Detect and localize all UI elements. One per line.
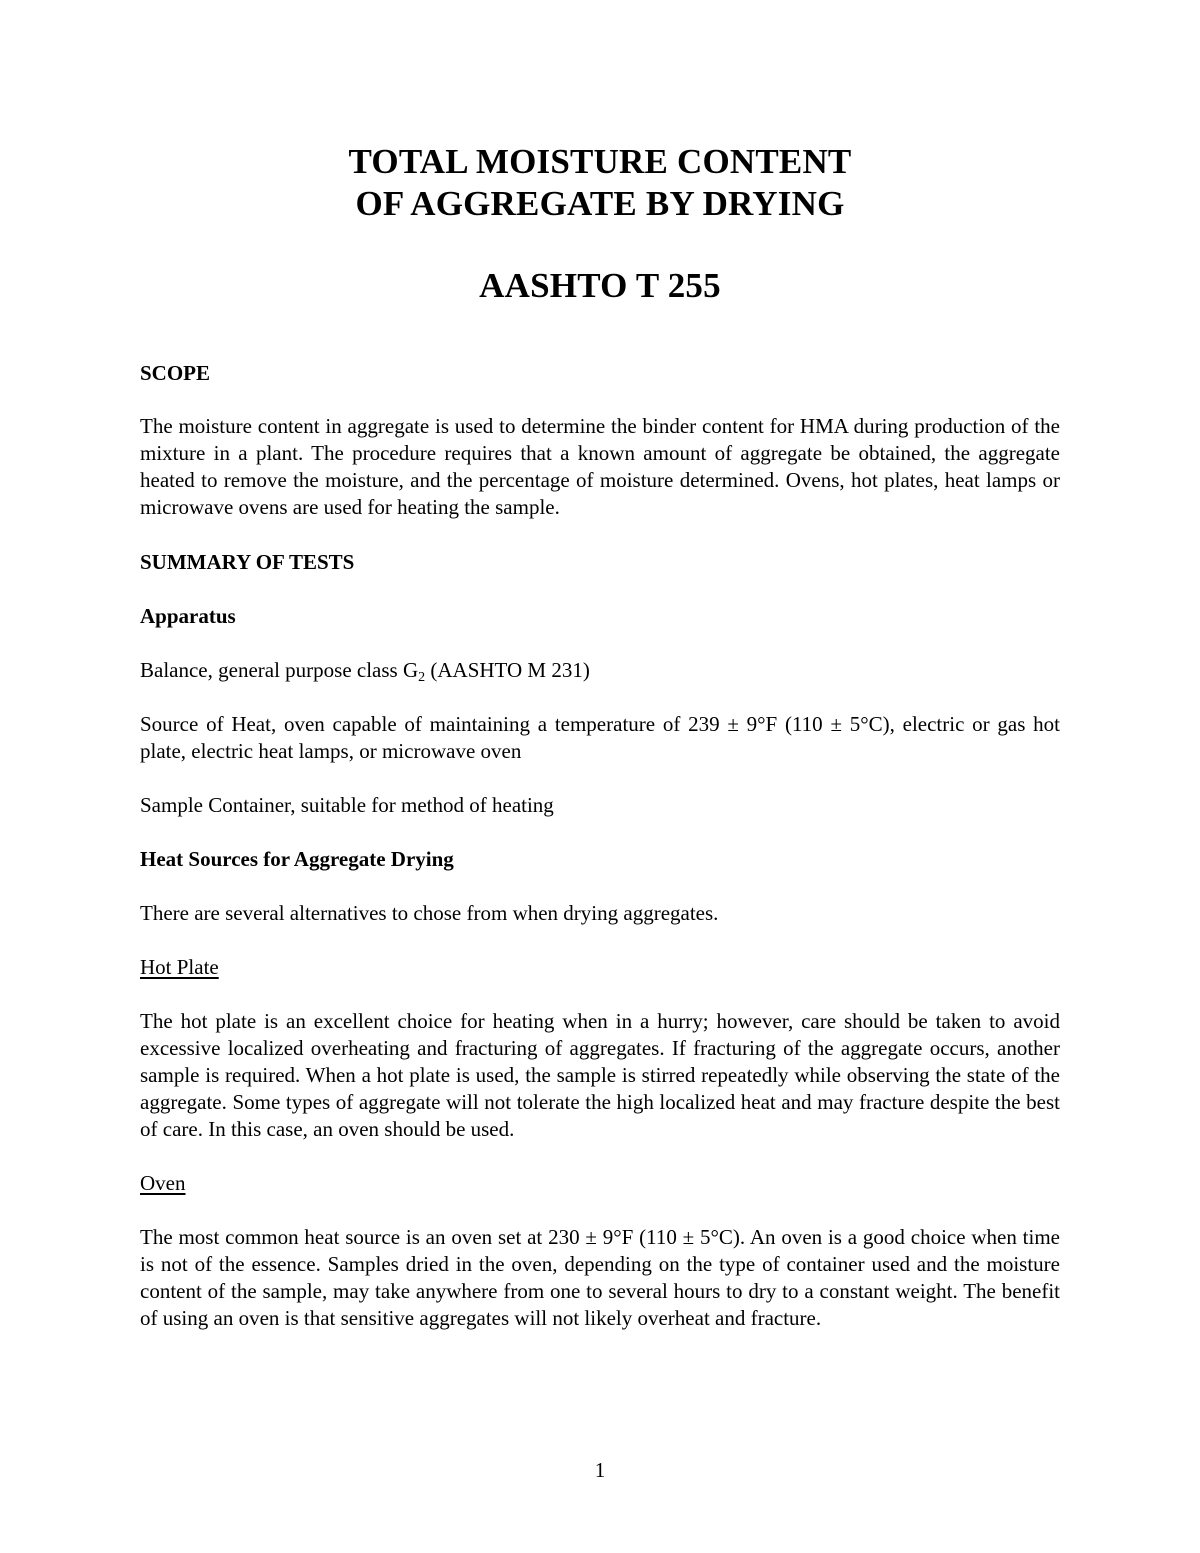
- document-page: [140, 0, 1060, 1553]
- balance-text: Balance, general purpose class G: [140, 658, 419, 682]
- scope-heading: SCOPE: [140, 361, 211, 385]
- oven-paragraph: The most common heat source is an oven set at 230 ± 9°F (110 ± 5°C). An oven is a good choice when time is not of the essence. Samples dried in the oven, depending on the type of container used and the moisture content of the sample, may take anywhere from one to several hours to dry to a constant weight. The benefit of using an oven is that sensitive aggregates will not likely overheat and fracture.: [140, 1225, 1060, 1330]
- hot-plate-paragraph: The hot plate is an excellent choice for heating when in a hurry; however, care should be taken to avoid excessive localized overheating and fracturing of aggregates. If fracturing of the aggregate occurs, another sample is required. When a hot plate is used, the sample is stirred repeatedly while observing the state of the aggregate. Some types of aggregate will not tolerate the high localized heat and may fracture despite the best of care. In this case, an oven should be used.: [140, 1009, 1060, 1141]
- balance-standard: (AASHTO M 231): [425, 658, 590, 682]
- balance-class-subscript: 2: [418, 670, 426, 685]
- summary-heading: SUMMARY OF TESTS: [140, 550, 355, 574]
- oven-heading: Oven: [140, 1171, 186, 1195]
- apparatus-container: Sample Container, suitable for method of heating: [140, 793, 554, 817]
- apparatus-heading: Apparatus: [140, 604, 236, 628]
- apparatus-balance: [140, 657, 590, 684]
- heat-sources-heading: Heat Sources for Aggregate Drying: [140, 847, 454, 871]
- page-number: 1: [594, 1458, 606, 1482]
- scope-paragraph: The moisture content in aggregate is used to determine the binder content for HMA during production of the mixture in a plant. The procedure requires that a known amount of aggregate be obtained, the aggregate heated to remove the moisture, and the percentage of moisture determined. Ovens, hot plates, heat lamps or microwave ovens are used for heating the sample.: [140, 414, 1060, 519]
- document-title-line-1: TOTAL MOISTURE CONTENT: [348, 142, 852, 181]
- heat-sources-intro: There are several alternatives to chose from when drying aggregates.: [140, 901, 719, 925]
- apparatus-heat-source: Source of Heat, oven capable of maintaining a temperature of 239 ± 9°F (110 ± 5°C), electric or gas hot plate, electric heat lamps, or microwave oven: [140, 712, 1060, 763]
- hot-plate-heading: Hot Plate: [140, 955, 219, 979]
- document-title-line-2: OF AGGREGATE BY DRYING: [355, 184, 845, 223]
- document-standard-number: AASHTO T 255: [479, 266, 721, 305]
